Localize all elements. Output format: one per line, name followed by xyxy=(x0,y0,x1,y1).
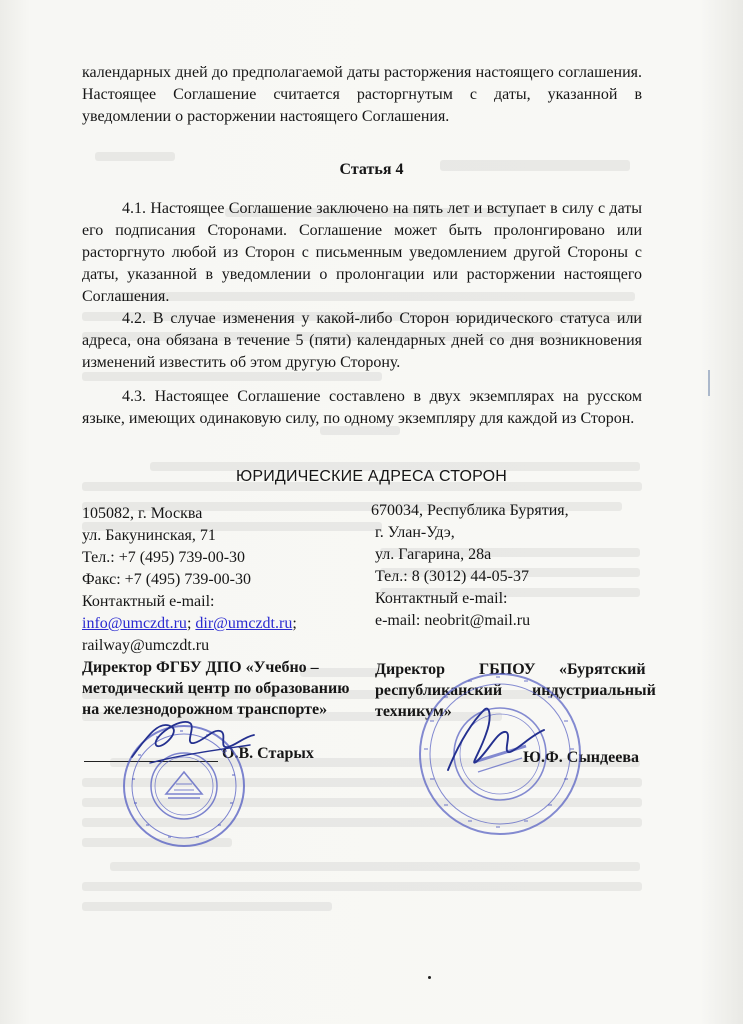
left-signatory-title: методический центр по образованию xyxy=(82,680,350,697)
left-address-line: ул. Бакунинская, 71 xyxy=(82,527,216,544)
right-signatory-title: индустриальный xyxy=(532,682,656,699)
right-handwritten-signature xyxy=(440,700,550,780)
left-signatory-title: на железнодорожном транспорте» xyxy=(82,701,328,718)
email-railway: railway@umczdt.ru xyxy=(82,637,210,654)
right-email: e-mail: neobrit@mail.ru xyxy=(375,612,531,629)
article-heading: Статья 4 xyxy=(339,161,404,178)
left-address-line: 105082, г. Москва xyxy=(82,505,203,522)
right-signatory-title: ГБПОУ xyxy=(479,661,536,678)
clause-4-3: 4.3. Настоящее Соглашение составлено в двух экземплярах на русском языке, имеющих одинаковую силу, по одному экземпляру для каждой из Сторон. xyxy=(82,388,642,427)
email-link-info[interactable]: info@umczdt.ru xyxy=(82,615,187,632)
right-signatory-name: Ю.Ф. Сындеева xyxy=(523,749,639,766)
right-signatory-title: республиканский xyxy=(375,682,503,699)
right-signatory-title: «Бурятский xyxy=(559,661,646,678)
left-signatory-name: О.В. Старых xyxy=(222,745,314,762)
email-separator: ; xyxy=(292,615,297,632)
intro-paragraph: календарных дней до предполагаемой даты расторжения настоящего соглашения. Настоящее Соглашение считается расторгнутым с даты, указанной в уведомлении о расторжении настоящего Соглашения. xyxy=(82,64,642,125)
right-signatory-title: техникум» xyxy=(375,703,452,720)
right-address-line: 670034, Республика Бурятия, xyxy=(371,502,569,519)
addresses-heading: ЮРИДИЧЕСКИЕ АДРЕСА СТОРОН xyxy=(235,468,508,485)
right-email-label: Контактный e-mail: xyxy=(375,590,508,607)
left-email-line xyxy=(82,613,297,635)
right-address-line: ул. Гагарина, 28а xyxy=(375,546,492,563)
right-address-line: г. Улан-Удэ, xyxy=(375,524,455,541)
left-handwritten-signature xyxy=(120,705,260,775)
clause-4-1: 4.1. Настоящее Соглашение заключено на пять лет и вступает в силу с даты его подписания Сторонами. Соглашение может быть пролонгировано или расторгнуто любой из Сторон с письменным уведомлением другой Стороны с даты, указанной в уведомлении о пролонгации или расторжении настоящего Соглашения. xyxy=(82,200,642,305)
left-email-label: Контактный e-mail: xyxy=(82,593,215,610)
email-link-dir[interactable]: dir@umczdt.ru xyxy=(195,615,293,632)
left-signatory-title: Директор ФГБУ ДПО «Учебно – xyxy=(82,659,319,676)
right-phone: Тел.: 8 (3012) 44-05-37 xyxy=(375,568,530,585)
margin-mark xyxy=(708,370,710,396)
clause-4-2: 4.2. В случае изменения у какой-либо Сторон юридического статуса или адреса, она обязана в течение 5 (пяти) календарных дней со дня возникновения изменений известить об этом другую Сторону. xyxy=(82,310,642,371)
email-separator: ; xyxy=(186,615,192,632)
right-signatory-title: Директор xyxy=(375,661,445,678)
left-fax: Факс: +7 (495) 739-00-30 xyxy=(82,571,251,588)
left-phone: Тел.: +7 (495) 739-00-30 xyxy=(82,549,246,566)
stray-dot xyxy=(428,976,431,979)
